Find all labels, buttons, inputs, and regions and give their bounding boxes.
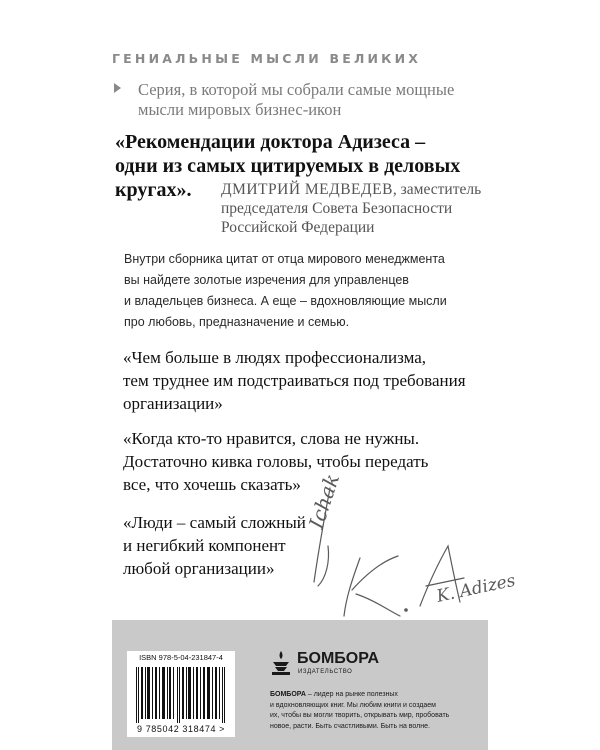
barcode-icon: [134, 667, 228, 723]
publisher-desc-line: новое, расти. Быть счастливыми. Быть на волне.: [270, 722, 430, 730]
triangle-bullet-icon: [114, 83, 121, 93]
quote-line: и негибкий компонент: [123, 536, 286, 555]
author-name: ДМИТРИЙ МЕДВЕДЕВ: [221, 181, 393, 198]
lead-quote-line: «Рекомендации доктора Адизеса –: [115, 131, 426, 153]
isbn-barcode-panel: [127, 651, 235, 737]
book-description: [124, 249, 484, 333]
description-line: и владельцев бизнеса. А еще – вдохновляющие мысли: [124, 294, 447, 308]
description-line: Внутри сборника цитат от отца мирового менеджмента: [124, 252, 445, 266]
lead-quote-line: кругах».: [115, 179, 192, 201]
publisher-desc-line: – лидер на рынке полезных: [305, 691, 398, 698]
publisher-name: БОМБОРА: [297, 650, 380, 667]
quote-line: любой организации»: [123, 559, 275, 578]
quote-line: Достаточно кивка головы, чтобы передать: [123, 452, 429, 471]
quote-1: [123, 346, 503, 415]
quote-line: «Чем больше в людях профессионализма,: [123, 348, 427, 367]
publisher-desc-line: их, чтобы вы могли творить, открывать мир, пробовать: [270, 712, 450, 719]
quote-line: «Когда кто-то нравится, слова не нужны.: [123, 429, 420, 448]
author-title: председателя Совета Безопасности: [221, 200, 453, 217]
description-line: вы найдете золотые изречения для управленцев: [124, 273, 409, 287]
series-heading: ГЕНИАЛЬНЫЕ МЫСЛИ ВЕЛИКИХ: [112, 51, 422, 66]
lead-quote-line: одни из самых цитируемых в деловых: [115, 155, 461, 177]
quote-line: «Люди – самый сложный: [123, 513, 306, 532]
barcode-digits: 9 785042 318474 >: [136, 724, 226, 734]
author-title: , заместитель: [392, 181, 482, 198]
quote-attribution: [221, 180, 521, 237]
signature-first-name: Ichak: [303, 470, 345, 532]
series-description-text: Серия, в которой мы собрали самые мощные мысли мировых бизнес-икон: [138, 80, 455, 119]
publisher-desc-name: БОМБОРА: [270, 691, 306, 698]
quote-line: организации»: [123, 394, 223, 413]
publisher-description: [270, 690, 480, 732]
publisher-logo-icon: [270, 650, 292, 676]
author-signature: [290, 470, 520, 620]
isbn-number: ISBN 978-5-04-231847-4: [139, 653, 223, 662]
publisher-desc-line: и вдохновляющих книг. Мы любим книги и создаем: [270, 701, 436, 709]
signature-last-name: K. Adizes: [434, 570, 518, 607]
author-title: Российской Федерации: [221, 219, 375, 236]
publisher-subtitle: ИЗДАТЕЛЬСТВО: [298, 669, 353, 675]
quote-line: тем труднее им подстраиваться под требования: [123, 371, 466, 390]
series-description: [114, 80, 474, 120]
quote-line: все, что хочешь сказать»: [123, 475, 301, 494]
description-line: про любовь, предназначение и семью.: [124, 315, 350, 329]
